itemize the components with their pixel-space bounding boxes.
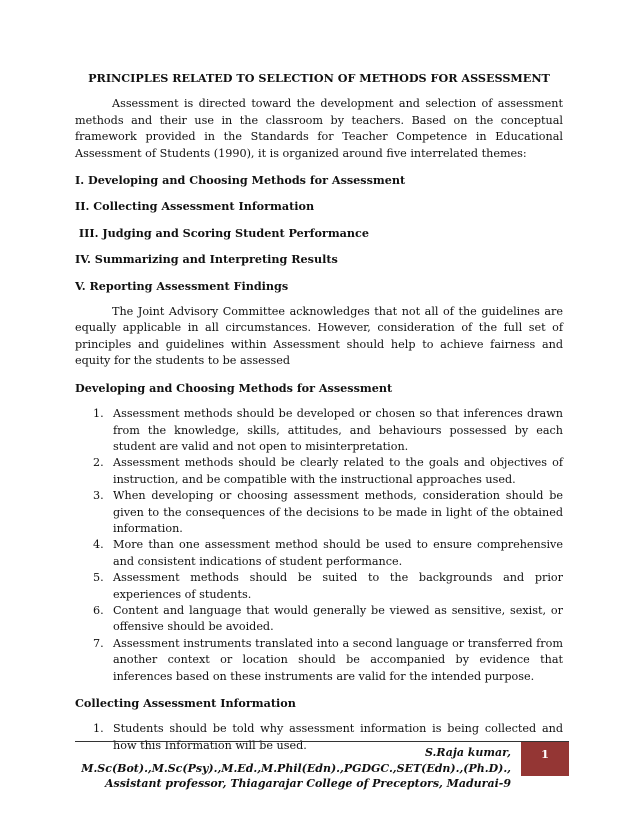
section-heading-developing: Developing and Choosing Methods for Assessment (75, 380, 393, 395)
list-text: Assessment methods should be clearly related to the goals and objectives of instruction, and be compatible with the instructional approaches used. (113, 456, 563, 486)
developing-list (75, 406, 563, 685)
list-number: 1. (93, 407, 104, 421)
document-page (75, 70, 563, 764)
list-item (75, 603, 563, 636)
list-item (75, 406, 563, 455)
intro-paragraph: Assessment is directed toward the development and selection of assessment methods and their use in the classroom by teachers. Based on the conceptual framework provided in the Standards for Teacher Competence in Educational Assessment of Students (1990), it is organized around five interrelated themes: (75, 97, 563, 160)
theme-4: IV. Summarizing and Interpreting Results (75, 252, 338, 267)
list-text: Content and language that would generally be viewed as sensitive, sexist, or offensive should be avoided. (113, 603, 563, 634)
list-text: More than one assessment method should be used to ensure comprehensive and consistent indications of student performance. (113, 538, 563, 568)
author-credit-line1: S.Raja kumar, M.Sc(Bot).,M.Sc(Psy).,M.Ed.,M.Phil(Edn).,PGDGC.,SET(Edn).,(Ph.D)., (81, 746, 511, 775)
theme-2: II. Collecting Assessment Information (75, 199, 315, 214)
theme-5: V. Reporting Assessment Findings (75, 278, 289, 293)
list-text: Assessment methods should be developed or chosen so that inferences drawn from the knowledge, skills, attitudes, and behaviours possessed by each student are valid and not open to misinterpretation. (113, 407, 563, 453)
list-item (75, 455, 563, 488)
list-number: 1. (93, 722, 104, 736)
page-footer (75, 741, 569, 790)
list-number: 4. (93, 538, 104, 552)
list-text: Assessment methods should be suited to the backgrounds and prior experiences of students. (113, 571, 563, 601)
document-title: PRINCIPLES RELATED TO SELECTION OF METHODS FOR ASSESSMENT (88, 71, 550, 85)
list-number: 7. (93, 636, 104, 650)
theme-1: I. Developing and Choosing Methods for Assessment (75, 173, 406, 188)
committee-paragraph: The Joint Advisory Committee acknowledges that not all of the guidelines are equally applicable in all circumstances. However, consideration of the full set of principles and guidelines within Assessment should help to achieve fairness and equity for the students to be assessed (75, 305, 563, 368)
list-text: When developing or choosing assessment methods, consideration should be given to the consequences of the decisions to be made in light of the obtained information. (113, 489, 563, 535)
author-credit (75, 745, 511, 792)
list-item (75, 537, 563, 570)
theme-3: III. Judging and Scoring Student Performance (75, 225, 369, 240)
page-number-badge: 1 (521, 742, 569, 776)
section-heading-collecting: Collecting Assessment Information (75, 696, 296, 710)
list-item (75, 488, 563, 537)
list-number: 3. (93, 489, 104, 503)
list-item (75, 570, 563, 603)
list-text: Assessment instruments translated into a second language or transferred from another context or location should be accompanied by evidence that inferences based on these instruments are valid for the intended purpose. (113, 636, 563, 683)
list-text: Students should be told why assessment information is being collected and how this Information will be used. (113, 722, 563, 752)
list-number: 2. (93, 456, 104, 470)
author-credit-line2: Assistant professor, Thiagarajar College of Preceptors, Madurai-9 (104, 777, 511, 790)
list-number: 6. (93, 603, 104, 617)
list-item (75, 636, 563, 685)
list-number: 5. (93, 571, 104, 585)
